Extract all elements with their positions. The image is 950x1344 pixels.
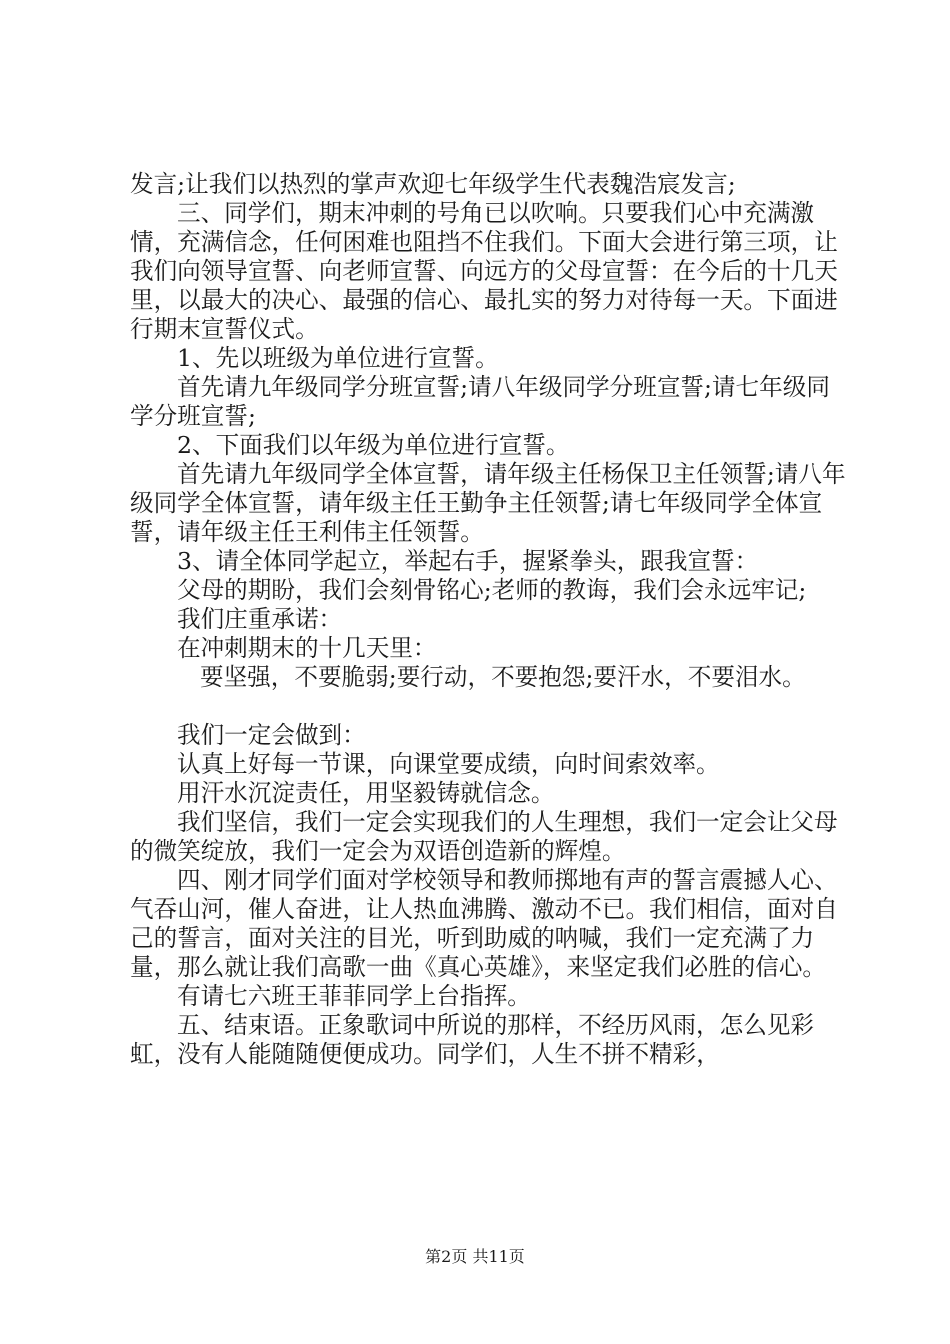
paragraph: 我们一定会做到： — [177, 721, 366, 749]
paragraph: 用汗水沉淀责任，用坚毅铸就信念。 — [177, 779, 555, 807]
paragraph: 父母的期盼，我们会刻骨铭心;老师的教诲，我们会永远牢记; — [177, 576, 807, 604]
paragraph: 在冲刺期末的十几天里： — [177, 634, 437, 662]
paragraph: 认真上好每一节课，向课堂要成绩，向时间索效率。 — [177, 750, 720, 778]
paragraph: 三、同学们，期末冲刺的号角已以吹响。只要我们心中充满激情，充满信念，任何困难也阻挡不住我们。下面大会进行第三项，让我们向领导宣誓、向老师宣誓、向远方的父母宣誓：在今后的十几天里，以最大的决心、最强的信心、最扎实的努力对待每一天。下面进行期末宣誓仪式。 — [130, 199, 838, 343]
paragraph: 五、结束语。正象歌词中所说的那样，不经历风雨，怎么见彩虹，没有人能随随便便成功。同学们，人生不拼不精彩， — [130, 1011, 815, 1068]
paragraph: 我们庄重承诺： — [177, 605, 343, 633]
paragraph: 发言;让我们以热烈的掌声欢迎七年级学生代表魏浩宸发言; — [130, 170, 736, 198]
paragraph: 3、请全体同学起立，举起右手，握紧拳头，跟我宣誓： — [177, 547, 759, 575]
paragraph: 首先请九年级同学全体宣誓，请年级主任杨保卫主任领誓;请八年级同学全体宣誓，请年级主任王勤争主任领誓;请七年级同学全体宣誓，请年级主任王利伟主任领誓。 — [130, 460, 846, 546]
paragraph: 四、刚才同学们面对学校领导和教师掷地有声的誓言震撼人心、气吞山河，催人奋进，让人热血沸腾、激动不已。我们相信，面对自己的誓言，面对关注的目光，听到助威的呐喊，我们一定充满了力量，那么就让我们高歌一曲《真心英雄》，来坚定我们必胜的信心。 — [130, 866, 838, 981]
paragraph: 1、先以班级为单位进行宣誓。 — [177, 344, 499, 372]
page-footer — [0, 1244, 950, 1267]
paragraph: 有请七六班王菲菲同学上台指挥。 — [177, 982, 531, 1010]
paragraph: 2、下面我们以年级为单位进行宣誓。 — [177, 431, 570, 459]
paragraph: 我们坚信，我们一定会实现我们的人生理想，我们一定会让父母的微笑绽放，我们一定会为双语创造新的辉煌。 — [130, 808, 838, 865]
paragraph: 要坚强，不要脆弱;要行动，不要抱怨;要汗水，不要泪水。 — [200, 663, 806, 691]
page-number: 第2页 共11页 — [425, 1247, 525, 1266]
paragraph: 首先请九年级同学分班宣誓;请八年级同学分班宣誓;请七年级同学分班宣誓; — [130, 373, 830, 430]
document-body — [130, 170, 850, 1069]
paragraph-gap — [130, 692, 850, 721]
